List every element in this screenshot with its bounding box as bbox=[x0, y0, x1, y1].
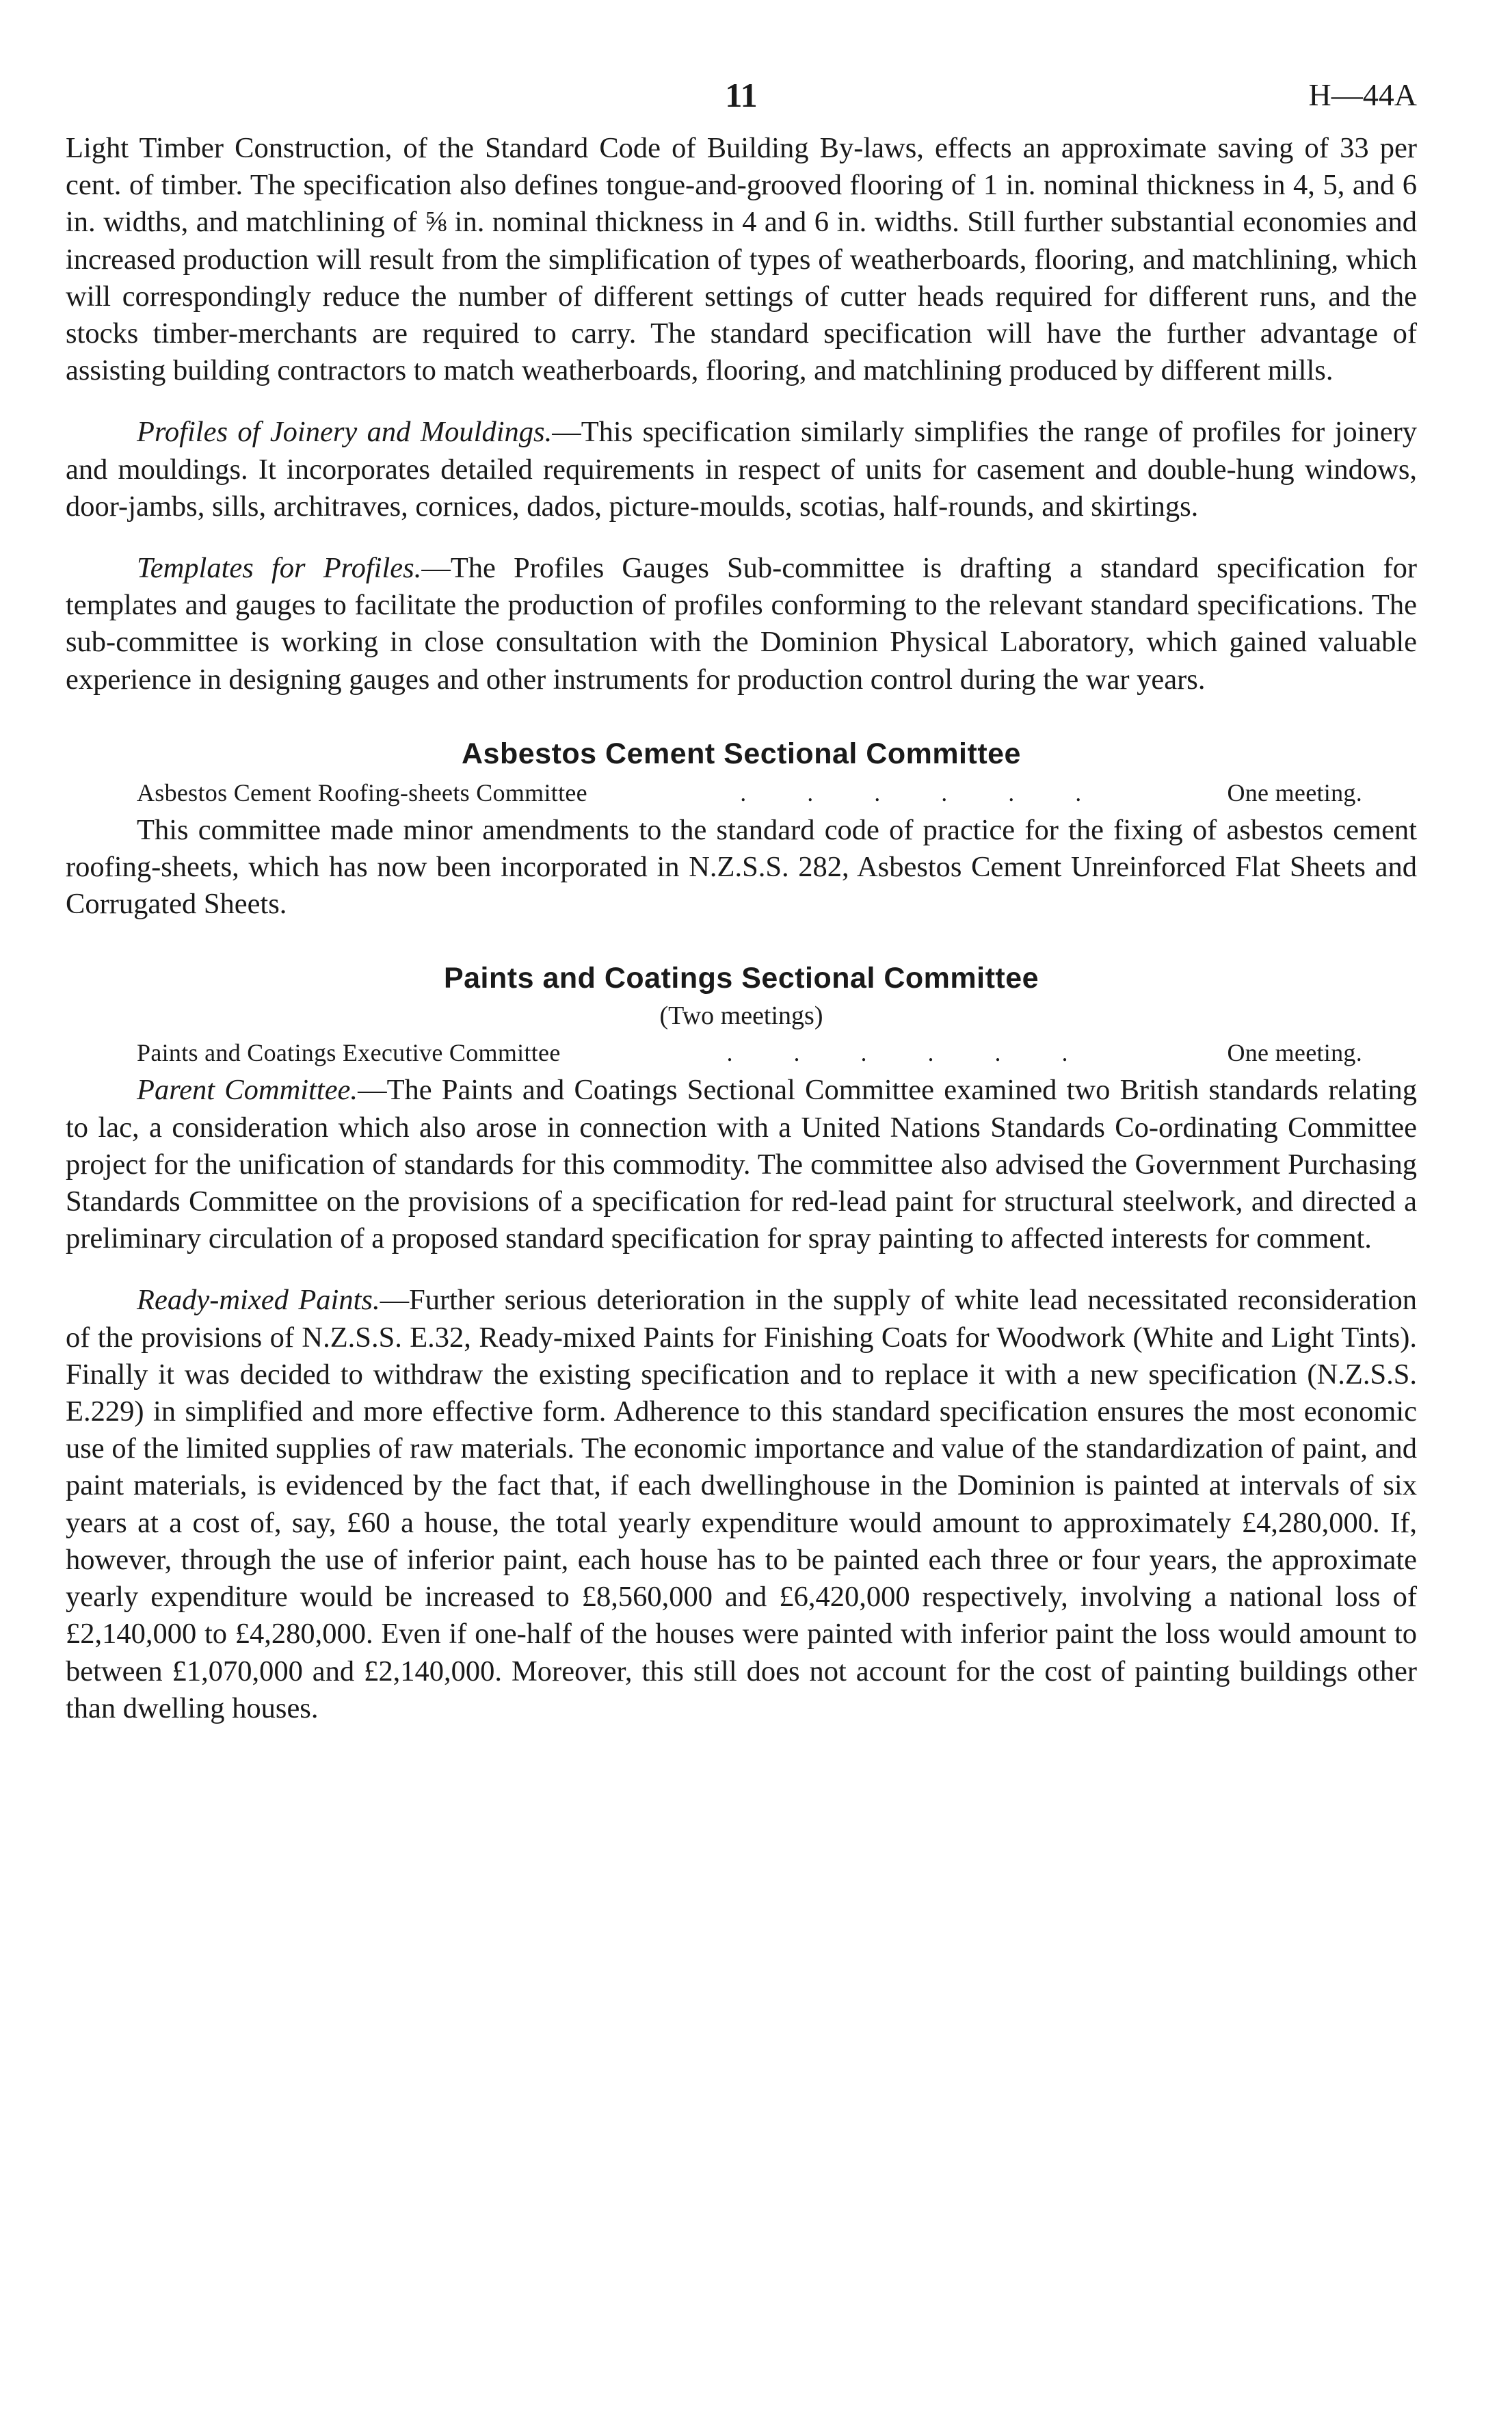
paints-section-title: Paints and Coatings Sectional Committee bbox=[443, 962, 1039, 995]
templates-paragraph bbox=[66, 550, 1417, 698]
ready-mixed-paints-text: —Further serious deterioration in the supply of white lead necessitated reconsideration of the provisions of N.Z.S.S. E.32, Ready-mixed Paints for Finishing Coats for Woodwork (White and Light Tints). Finally it was decided to withdraw the existing specification and to replace it with a new specification (N.Z.S.S. E.229) in simplified and more effective form. Adherence to this standard specification ensures the most economic use of the limited supplies of raw materials. The economic importance and value of the standardization of paint, and paint materials, is evidenced by the fact that, if each dwellinghouse in the Dominion is painted at intervals of six years at a cost of, say, £60 a house, the total yearly expenditure would amount to approximately £4,280,000. If, however, through the use of inferior paint, each house has to be painted each three or four years, the approximate yearly expenditure would be increased to £8,560,000 and £6,420,000 respectively, involving a national loss of £2,140,000 to £4,280,000. Even if one-half of the houses were painted with inferior paint the loss would amount to between £1,070,000 and £2,140,000. Moreover, this still does not account for the cost of painting buildings other than dwelling houses. bbox=[66, 1284, 1418, 1724]
ready-mixed-paints-paragraph bbox=[66, 1282, 1417, 1726]
paints-meeting-line bbox=[66, 1034, 1417, 1072]
asbestos-paragraph: This committee made minor amendments to the standard code of practice for the fixing of asbestos cement roofing-sheets, which has now been incorporated in N.Z.S.S. 282, Asbestos Cement Unreinforced Flat Sheets and Corrugated Sheets. bbox=[66, 813, 1417, 921]
document-page bbox=[66, 75, 1417, 1727]
page-header bbox=[66, 75, 1417, 130]
paints-meeting-leader: . . . . . . bbox=[726, 1039, 1096, 1067]
paints-meeting-count: One meeting. bbox=[1227, 1039, 1362, 1067]
profiles-paragraph bbox=[66, 414, 1417, 525]
asbestos-meeting-leader: . . . . . . bbox=[740, 778, 1109, 806]
asbestos-meeting-name: Asbestos Cement Roofing-sheets Committee bbox=[137, 778, 587, 806]
parent-committee-heading: Parent Committee. bbox=[137, 1074, 358, 1107]
asbestos-meeting-line bbox=[66, 774, 1417, 812]
templates-heading: Templates for Profiles. bbox=[137, 552, 422, 585]
paints-meeting-name: Paints and Coatings Executive Committee bbox=[137, 1039, 561, 1067]
profiles-text: —This specification similarly simplifies the range of profiles for joinery and mouldings. It incorporates detailed requirements in respect of units for casement and double-hung windows, door-jambs, sills, architraves, cornices, dados, picture-moulds, scotias, half-rounds, and skirtings. bbox=[66, 416, 1417, 523]
intro-paragraph: Light Timber Construction, of the Standard Code of Building By-laws, effects an approximate saving of 33 per cent. of timber. The specification also defines tongue-and-grooved flooring of 1 in. nominal thickness in 4, 5, and 6 in. widths, and matchlining of ⅝ in. nominal thickness in 4 and 6 in. widths. Still further substantial economies and increased production will result from the simplification of types of weatherboards, flooring, and matchlining, which will correspondingly reduce the number of different settings of cutter heads required for different runs, and the stocks timber-merchants are required to carry. The standard specification will have the further advantage of assisting building contractors to match weatherboards, flooring, and matchlining produced by different mills. bbox=[66, 132, 1417, 387]
document-reference: H—44A bbox=[1308, 77, 1417, 112]
asbestos-section-title: Asbestos Cement Sectional Committee bbox=[462, 737, 1021, 770]
asbestos-meeting-count: One meeting. bbox=[1227, 778, 1362, 806]
parent-committee-paragraph bbox=[66, 1072, 1417, 1257]
paints-section-subtitle: (Two meetings) bbox=[659, 1001, 823, 1031]
profiles-heading: Profiles of Joinery and Mouldings. bbox=[137, 416, 553, 449]
parent-committee-text: —The Paints and Coatings Sectional Committee examined two British standards relating to lac, a consideration which also arose in connection with a United Nations Standards Co-ordinating Committee project for the unification of standards for this commodity. The committee also advised the Government Purchasing Standards Committee on the provisions of a specification for red-lead paint for structural steelwork, and directed a preliminary circulation of a proposed standard specification for spray painting to affected interests for comment. bbox=[66, 1074, 1417, 1255]
page-number: 11 bbox=[725, 76, 758, 114]
ready-mixed-paints-heading: Ready-mixed Paints. bbox=[137, 1284, 380, 1317]
templates-text: —The Profiles Gauges Sub-committee is drafting a standard specification for templates and gauges to facilitate the production of profiles conforming to the relevant standard specifications. The sub-committee is working in close consultation with the Dominion Physical Laboratory, which gained valuable experience in designing gauges and other instruments for production control during the war years. bbox=[66, 552, 1418, 696]
